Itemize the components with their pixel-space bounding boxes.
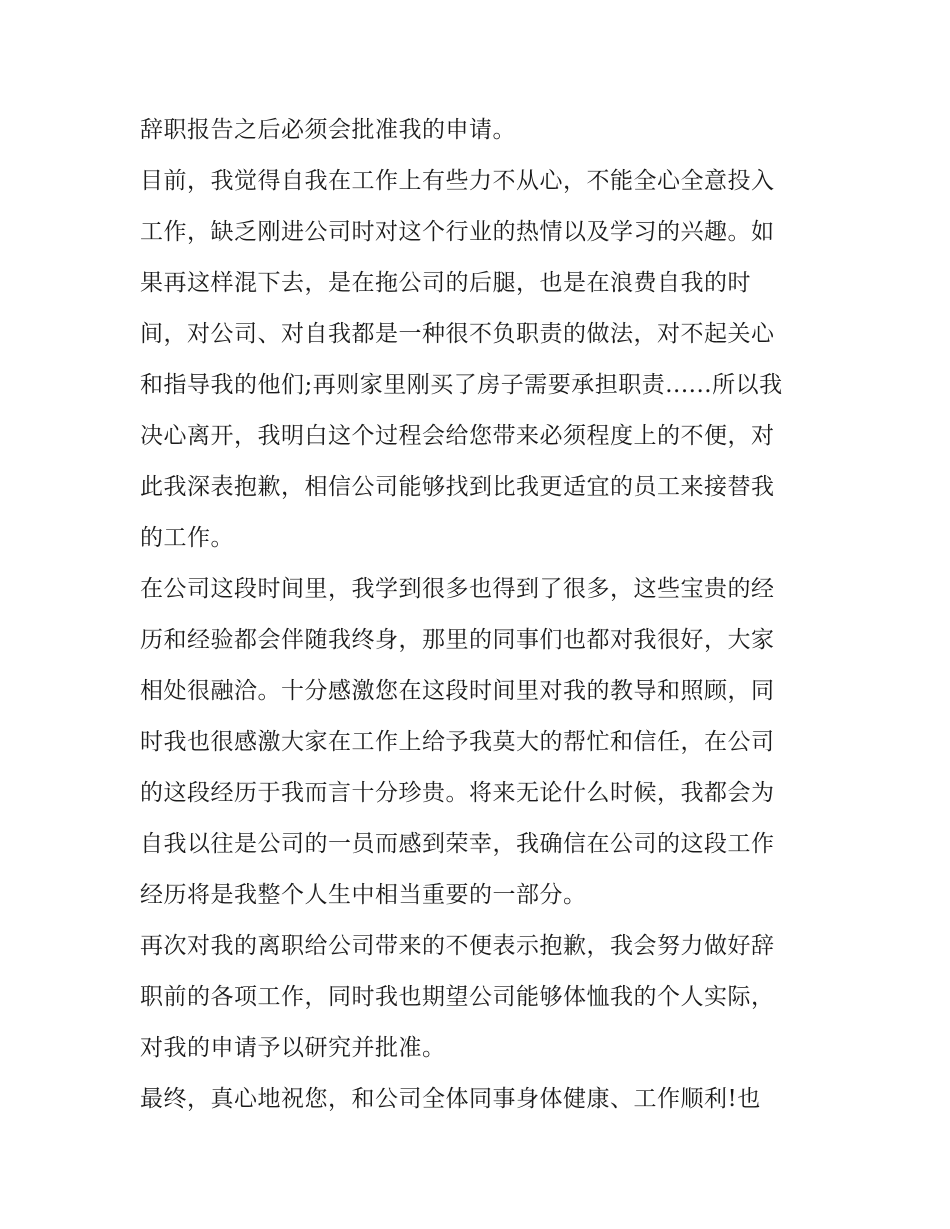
text-line: 最终，真心地祝您，和公司全体同事身体健康、工作顺利!也 xyxy=(140,1086,761,1112)
text-line: 辞职报告之后必须会批准我的申请。 xyxy=(140,117,516,143)
text-line: 历和经验都会伴随我终身，那里的同事们也都对我很好，大家 xyxy=(140,627,775,653)
text-line: 时我也很感激大家在工作上给予我莫大的帮忙和信任，在公司 xyxy=(140,729,775,755)
text-line: 的这段经历于我而言十分珍贵。将来无论什么时候，我都会为 xyxy=(140,780,775,806)
text-line: 经历将是我整个人生中相当重要的一部分。 xyxy=(140,882,587,908)
text-line: 目前，我觉得自我在工作上有些力不从心，不能全心全意投入 xyxy=(140,168,775,194)
text-line: 在公司这段时间里，我学到很多也得到了很多，这些宝贵的经 xyxy=(140,576,775,602)
text-line: 自我以往是公司的一员而感到荣幸，我确信在公司的这段工作 xyxy=(140,831,775,857)
text-line: 职前的各项工作，同时我也期望公司能够体恤我的个人实际， xyxy=(140,984,775,1010)
text-line: 此我深表抱歉，相信公司能够找到比我更适宜的员工来接替我 xyxy=(140,474,775,500)
text-line: 的工作。 xyxy=(140,525,234,551)
text-line: 工作，缺乏刚进公司时对这个行业的热情以及学习的兴趣。如 xyxy=(140,219,775,245)
body-text xyxy=(140,105,820,1125)
text-line: 对我的申请予以研究并批准。 xyxy=(140,1035,446,1061)
text-line: 再次对我的离职给公司带来的不便表示抱歉，我会努力做好辞 xyxy=(140,933,775,959)
text-line: 和指导我的他们;再则家里刚买了房子需要承担职责......所以我 xyxy=(140,372,783,398)
text-line: 相处很融洽。十分感激您在这段时间里对我的教导和照顾，同 xyxy=(140,678,775,704)
text-line: 间，对公司、对自我都是一种很不负职责的做法，对不起关心 xyxy=(140,321,775,347)
text-line: 决心离开，我明白这个过程会给您带来必须程度上的不便，对 xyxy=(140,423,775,449)
text-line: 果再这样混下去，是在拖公司的后腿，也是在浪费自我的时 xyxy=(140,270,751,296)
